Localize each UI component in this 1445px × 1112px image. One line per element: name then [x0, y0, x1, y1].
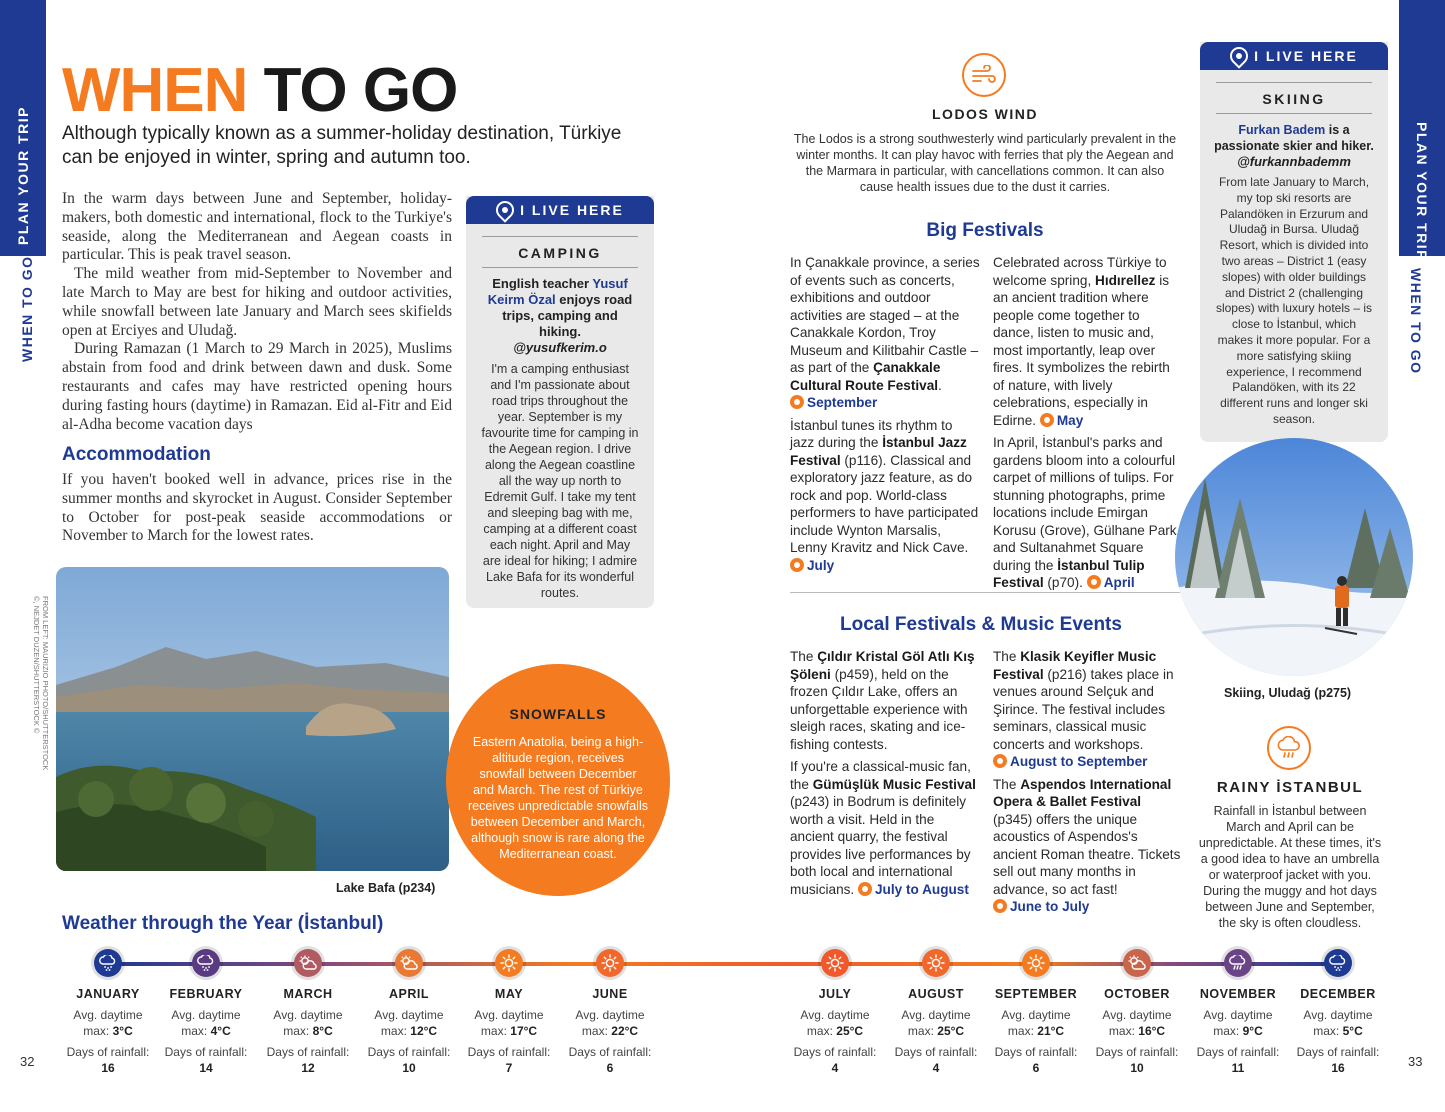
weather-month-march [258, 949, 358, 1076]
temp-label: Avg. daytime [73, 1008, 143, 1022]
weather-month-may [459, 949, 559, 1076]
left-side-tab [0, 0, 46, 256]
temp-label: Avg. daytime [901, 1008, 971, 1022]
calendar-sun-icon [1087, 575, 1101, 589]
page-title [62, 56, 458, 125]
weather-month-january [58, 949, 158, 1076]
max-temp: max: 3°C [83, 1024, 133, 1038]
person-prefix: English teacher [492, 276, 593, 291]
month-name: OCTOBER [1104, 987, 1170, 1001]
rainfall-days: 10 [1130, 1061, 1144, 1075]
month-name: SEPTEMBER [994, 987, 1078, 1001]
festival-item: If you're a classical-music fan, the Gümüşlük Music Festival (p243) in Bodrum is definitely worth a visit. Held in the ancient quarry, the festival provides live performances by both local and international musicians. July to August [790, 759, 976, 897]
sun-icon [922, 949, 950, 977]
festival-item: The Aspendos International Opera & Ballet Festival (p345) offers the unique acoustics of Aspendos's ancient Roman theatre. Tickets sell out many months in advance, so act fast! June to July [993, 776, 1181, 914]
weather-month-october [1087, 949, 1187, 1076]
rainfall-label: Days of rainfall: [568, 1045, 652, 1059]
location-pin-icon [1226, 43, 1251, 68]
festival-month: September [790, 395, 877, 410]
rainy-heading: RAINY İSTANBUL [1216, 779, 1364, 796]
skiing-quote: From late January to March, my top ski resorts are Palandöken in Erzurum and Uludağ in Bursa. Uludağ Resort, which is divided into two areas – District 1 (easy slopes) with older buildings and District 2 (challenging slopes) with luxury hotels – is close to İstanbul, which makes it more popular. For a more satisfying skiing experience, I recommend Palandöken, with its 22 different runs and longer ski season. [1215, 175, 1373, 426]
month-name: MARCH [283, 987, 333, 1001]
max-temp: max: 25°C [907, 1024, 965, 1038]
lodos-heading: LODOS WIND [932, 106, 1038, 122]
intro-text: Although typically known as a summer-holiday destination, Türkiye can be enjoyed in winter, spring and autumn too. [62, 123, 622, 168]
rainfall-days: 6 [1032, 1061, 1040, 1075]
temp-label: Avg. daytime [1102, 1008, 1172, 1022]
rainfall-label: Days of rainfall: [894, 1045, 978, 1059]
rainfall-label: Days of rainfall: [367, 1045, 451, 1059]
rainfall-days: 16 [1331, 1061, 1345, 1075]
snow-cloud-icon [94, 949, 122, 977]
sun-icon [1022, 949, 1050, 977]
ski-caption: Skiing, Uludağ (p275) [1224, 686, 1352, 700]
section-divider [790, 592, 1180, 593]
max-temp: max: 22°C [581, 1024, 639, 1038]
accommodation-text: If you haven't booked well in advance, prices rise in the summer months and skyrocket in August. Consider September to October for post-peak seaside accommodations or November to March for the lowest rates. [62, 471, 452, 545]
person-suffix: is a passionate skier and hiker. [1214, 123, 1374, 153]
camping-quote: I'm a camping enthusiast and I'm passionate about road trips throughout the year. September is my favourite time for camping in the Aegean region. I drive along the Aegean coastline all the way up north to Edremit Gulf. I take my tent and sleeping bag with me, camping at a different coast each night. April and May are ideal for hiking; I admire Lake Bafa for its wonderful routes. [481, 362, 639, 600]
location-pin-icon [492, 197, 517, 222]
local-festivals-left-column [790, 648, 980, 903]
weather-title: Weather through the Year (İstanbul) [62, 913, 384, 934]
rainfall-days: 11 [1231, 1061, 1245, 1075]
right-section-label: WHEN TO GO [1408, 268, 1424, 375]
festival-item: In April, İstanbul's parks and gardens bloom into a colourful carpet of millions of tulips. For stunning photographs, prime locations include Emirgan Korusu (Grove), Gülhane Park and Sultanahmet Square during the İstanbul Tulip Festival (p70). April [993, 435, 1177, 590]
festival-month: June to July [993, 899, 1089, 914]
calendar-sun-icon [858, 882, 872, 896]
snow-cloud-icon [192, 949, 220, 977]
weather-month-december [1288, 949, 1388, 1076]
rainfall-label: Days of rainfall: [1296, 1045, 1380, 1059]
snowfalls-text: Eastern Anatolia, being a high-altitude region, receives snowfall between December and March. The rest of Türkiye receives unpredictable snowfalls between December and March, although snow is rare along the Mediterranean coast. [468, 735, 648, 861]
weather-month-june [560, 949, 660, 1076]
temp-label: Avg. daytime [474, 1008, 544, 1022]
page-number-right: 33 [1408, 1054, 1423, 1069]
calendar-sun-icon [790, 395, 804, 409]
rainfall-days: 7 [505, 1061, 513, 1075]
skiing-handle: @furkannbademm [1237, 154, 1351, 169]
weather-month-september [986, 949, 1086, 1076]
rainfall-days: 14 [199, 1061, 213, 1075]
temp-label: Avg. daytime [1001, 1008, 1071, 1022]
month-name: NOVEMBER [1199, 987, 1277, 1001]
month-name: MAY [494, 987, 524, 1001]
live-here-label: I LIVE HERE [1254, 48, 1358, 64]
rainfall-days: 6 [606, 1061, 614, 1075]
rainfall-days: 4 [831, 1061, 839, 1075]
weather-month-april [359, 949, 459, 1076]
camping-subtitle: CAMPING [482, 236, 638, 268]
max-temp: max: 25°C [806, 1024, 864, 1038]
temp-label: Avg. daytime [1203, 1008, 1273, 1022]
max-temp: max: 12°C [380, 1024, 438, 1038]
rainfall-label: Days of rainfall: [1196, 1045, 1280, 1059]
rainfall-label: Days of rainfall: [1095, 1045, 1179, 1059]
calendar-sun-icon [1040, 413, 1054, 427]
rain-cloud-icon [1224, 949, 1252, 977]
rainfall-label: Days of rainfall: [994, 1045, 1078, 1059]
cloud-sun-icon [294, 949, 322, 977]
max-temp: max: 16°C [1108, 1024, 1166, 1038]
camping-person [480, 276, 640, 340]
rainfall-days: 4 [932, 1061, 940, 1075]
temp-label: Avg. daytime [374, 1008, 444, 1022]
skiing-live-here-box [1200, 42, 1388, 442]
rainfall-days: 12 [301, 1061, 315, 1075]
rainfall-label: Days of rainfall: [66, 1045, 150, 1059]
sun-icon [495, 949, 523, 977]
max-temp: max: 9°C [1213, 1024, 1263, 1038]
max-temp: max: 8°C [283, 1024, 333, 1038]
local-festivals-right-column [993, 648, 1183, 921]
festival-month: May [1040, 413, 1083, 428]
right-tab-label: PLAN YOUR TRIP [1414, 122, 1430, 261]
weather-month-july [785, 949, 885, 1076]
person-name: Furkan Badem [1238, 123, 1326, 137]
main-paragraph: During Ramazan (1 March to 29 March in 2025), Muslims abstain from food and drink between dawn and dusk. Some restaurants and cafes may have restricted opening hours during fasting hours (daytime) in Ramazan. Eid al-Fitr and Eid al-Adha become vacation days [62, 340, 452, 433]
festival-item: The Çıldır Kristal Göl Atlı Kış Şöleni (p459), held on the frozen Çıldır Lake, offers an unforgettable experience with sleigh races, skating and ice-fishing contests. [790, 649, 975, 752]
festival-month: July [790, 558, 834, 573]
cloud-sun-icon [395, 949, 423, 977]
lake-caption: Lake Bafa (p234) [336, 881, 436, 895]
skiing-subtitle: SKIING [1216, 82, 1372, 114]
month-name: JULY [818, 987, 852, 1001]
main-paragraph: In the warm days between June and September, holiday-makers, both domestic and international, flock to the Turkiye's seaside, along the Mediterranean and Aegean coasts in particular. This is peak travel season. [62, 190, 452, 264]
month-name: JUNE [592, 987, 628, 1001]
rainfall-label: Days of rainfall: [164, 1045, 248, 1059]
left-tab-label: PLAN YOUR TRIP [15, 106, 31, 245]
person-suffix: enjoys road trips, camping and hiking. [502, 292, 633, 339]
snowfalls-callout [446, 664, 670, 896]
festival-month: April [1087, 575, 1135, 590]
weather-month-november [1188, 949, 1288, 1076]
rainfall-label: Days of rainfall: [467, 1045, 551, 1059]
title-part-to-go: TO GO [263, 56, 458, 125]
temp-label: Avg. daytime [171, 1008, 241, 1022]
page-number-left: 32 [20, 1054, 35, 1069]
rain-cloud-icon [1267, 726, 1311, 770]
snowfalls-heading: SNOWFALLS [509, 706, 607, 722]
festival-item: The Klasik Keyifler Music Festival (p216) takes place in venues around Selçuk and Şirince. The festival includes seminars, classical music concerts and workshops. August to September [993, 649, 1174, 769]
temp-label: Avg. daytime [1303, 1008, 1373, 1022]
person-name: Yusuf Keirm Özal [487, 276, 628, 307]
big-festivals-right-column [993, 254, 1183, 597]
month-name: JANUARY [76, 987, 140, 1001]
weather-month-august [886, 949, 986, 1076]
cloud-sun-icon [1123, 949, 1151, 977]
lake-bafa-photo [56, 567, 449, 871]
festival-month: July to August [858, 882, 969, 897]
month-name: FEBRUARY [169, 987, 243, 1001]
live-here-label: I LIVE HERE [520, 202, 624, 218]
festival-month: August to September [993, 754, 1147, 769]
rainfall-label: Days of rainfall: [266, 1045, 350, 1059]
sun-icon [821, 949, 849, 977]
month-name: APRIL [389, 987, 429, 1001]
right-side-tab [1399, 0, 1445, 261]
photo-credit: FROM LEFT: MAURIZIO PHOTO/SHUTTERSTOCK ©, NEJDET DUZEN/SHUTTERSTOCK © [32, 596, 50, 771]
live-here-header [1200, 42, 1388, 70]
max-temp: max: 4°C [181, 1024, 231, 1038]
skiing-person [1214, 122, 1374, 154]
festival-item: İstanbul tunes its rhythm to jazz during the İstanbul Jazz Festival (p116). Classical and exploratory jazz feature, as do rock and pop. World-class performers to have participated include Wynton Marsalis, Lenny Kravitz and Nick Cave. July [790, 417, 979, 573]
calendar-sun-icon [993, 754, 1007, 768]
month-name: AUGUST [908, 987, 964, 1001]
rainy-text: Rainfall in İstanbul between March and April can be unpredictable. At these times, it's a good idea to have an umbrella or waterproof jacket with you. During the muggy and hot days between June and September, the sky is often cloudless. [1198, 804, 1382, 930]
calendar-sun-icon [790, 558, 804, 572]
skiing-photo [1175, 438, 1413, 676]
rainfall-label: Days of rainfall: [793, 1045, 877, 1059]
festival-item: Celebrated across Türkiye to welcome spring, Hıdırellez is an ancient tradition where people come together to dance, listen to music and, most importantly, leap over fires. It symbolizes the rebirth of nature, with lively celebrations, especially in Edirne. May [993, 255, 1170, 428]
lodos-text: The Lodos is a strong southwesterly wind particularly prevalent in the winter months. It can play havoc with ferries that ply the Aegean and the Marmara in particular, with cancellations common. It can also cause health issues due to the dust it carries. [793, 132, 1177, 194]
local-festivals-heading: Local Festivals & Music Events [840, 614, 1122, 635]
rainfall-days: 16 [101, 1061, 115, 1075]
big-festivals-heading: Big Festivals [926, 220, 1044, 241]
wind-icon [962, 53, 1006, 97]
sun-icon [596, 949, 624, 977]
snow-cloud-icon [1324, 949, 1352, 977]
title-part-when: WHEN [62, 56, 248, 125]
month-name: DECEMBER [1300, 987, 1376, 1001]
main-paragraph: The mild weather from mid-September to November and late March to May are best for hiking and outdoor activities, while snowfall between late January and March sees skifields open at Erciyes and Uludağ. [62, 265, 452, 339]
main-text [62, 190, 452, 434]
weather-month-february [156, 949, 256, 1076]
max-temp: max: 5°C [1313, 1024, 1363, 1038]
temp-label: Avg. daytime [575, 1008, 645, 1022]
max-temp: max: 17°C [480, 1024, 538, 1038]
left-section-label: WHEN TO GO [19, 255, 35, 362]
festival-item: In Çanakkale province, a series of events such as concerts, exhibitions and outdoor activities are staged – at the Canakkale Kordon, Troy Museum and Kilitbahir Castle – as part of the Çanakkale Cultural Route Festival. September [790, 255, 980, 410]
rainfall-days: 10 [402, 1061, 416, 1075]
accommodation-heading: Accommodation [62, 444, 211, 465]
camping-handle: @yusufkerim.o [513, 340, 607, 355]
live-here-header [466, 196, 654, 224]
big-festivals-left-column [790, 254, 980, 579]
temp-label: Avg. daytime [800, 1008, 870, 1022]
temp-label: Avg. daytime [273, 1008, 343, 1022]
max-temp: max: 21°C [1007, 1024, 1065, 1038]
camping-live-here-box [466, 196, 654, 608]
calendar-sun-icon [993, 899, 1007, 913]
